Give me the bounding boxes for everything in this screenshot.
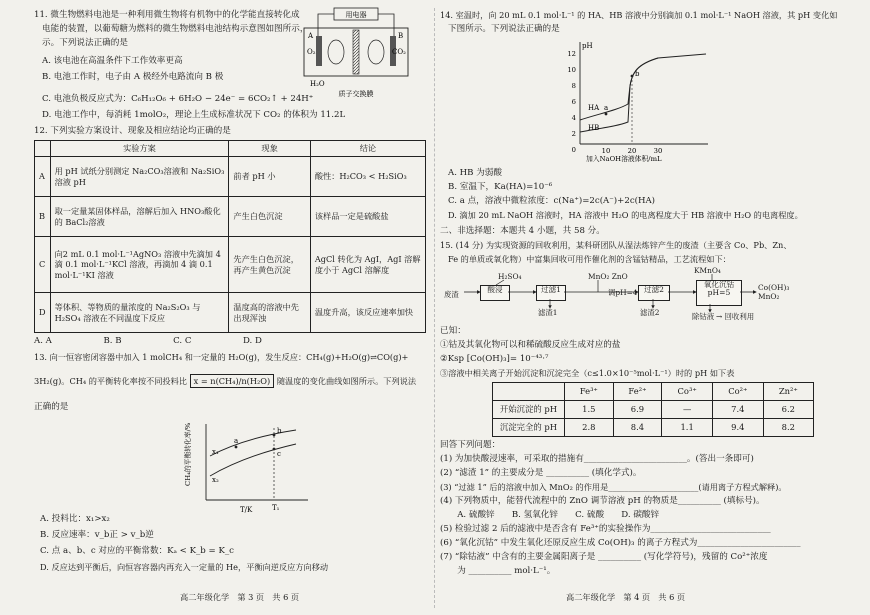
ion-header-zn2: Zn²⁺ (763, 383, 813, 401)
row-conclusion: 该样品一定是硫酸盐 (310, 197, 425, 237)
q14-b-label: b (635, 70, 640, 78)
q13-x-label: T/K (240, 506, 253, 514)
q13-point-c (273, 448, 276, 451)
q14-x-label: 加入NaOH溶液体积/mL (586, 155, 662, 162)
q13-stem-line3: 正确的是 (34, 402, 69, 412)
flow-adjust-ph: 调pH=4 (608, 288, 638, 297)
ion-cell: 1.5 (565, 401, 614, 419)
row-key: C (35, 237, 51, 293)
q14-option-b: B. 室温下，Ka(HA)=10⁻⁶ (448, 182, 553, 192)
q15-known-heading: 已知： (440, 326, 466, 336)
q14-titration-graph (558, 36, 728, 162)
q12-answer-options: A. A B. B C. C D. D (34, 336, 262, 346)
q14-curve-hb (580, 58, 658, 132)
ion-cell: 2.8 (565, 419, 614, 437)
q15-question-3: (3) “过滤 1” 后的溶液中加入 MnO₂ 的作用是______________________(请用离子方程式解释)。 (440, 482, 787, 492)
fuel-cell-diagram (296, 6, 416, 102)
q13-curve-x1 (210, 430, 296, 456)
q13-x2-label: x₂ (212, 476, 219, 484)
flow-feed: 废渣 (444, 290, 459, 299)
flow-kmno4: KMnO₄ (694, 266, 721, 275)
flow-oxidize-label: 氧化沉钴 (703, 280, 735, 289)
q14-ytick-8: 8 (571, 82, 576, 90)
q11-option-c: C. 电池负极反应式为：C₆H₁₂O₆ + 6H₂O − 24e⁻ = 6CO₂↑ + 24H⁺ (42, 94, 314, 104)
flow-residue2: 滤渣2 (640, 308, 660, 317)
q14-hb-label: HB (588, 124, 600, 132)
q14-point-a (605, 113, 608, 116)
q13-x1-label: x₁ (212, 448, 219, 456)
q12-header-blank (35, 141, 51, 157)
h2o-label: H₂O (310, 80, 325, 88)
flow-waste: 除钴液 (692, 312, 715, 321)
table-row (35, 197, 426, 237)
q13-option-d: D. 反应达到平衡后，向恒容容器内再充入一定量的 He，平衡向逆反应方向移动 (40, 562, 329, 572)
q13-ratio-expression: x = n(CH₄)/n(H₂O) (190, 374, 275, 388)
q15-known-1: ①钴及其氧化物可以和稀硫酸反应生成对应的盐 (440, 340, 621, 350)
membrane-label: 质子交换膜 (338, 90, 374, 98)
q14-option-a: A. HB 为弱酸 (448, 168, 502, 178)
ion-cell: 6.2 (763, 401, 813, 419)
q14-stem-line2: 下图所示。下列说法正确的是 (448, 24, 560, 34)
row-phenomenon: 先产生白色沉淀，再产生黄色沉淀 (229, 237, 310, 293)
section2-heading: 二、非选择题：本题共 4 小题，共 58 分。 (440, 226, 605, 236)
q14-ytick-6: 6 (571, 98, 576, 106)
q13-stem-part1: 3H₂(g)。CH₄ 的平衡转化率按不同投料比 (34, 376, 187, 386)
q15-question-5: (5) 检验过滤 2 后的滤液中是否含有 Fe³⁺的实验操作为____________________________ (440, 524, 771, 534)
q14-ytick-12: 12 (567, 50, 576, 58)
q15-question-2: (2) “滤渣 1” 的主要成分是 __________ (填化学式)。 (440, 468, 642, 478)
row-key: D (35, 293, 51, 333)
flow-step-filter1: 过滤1 (536, 285, 566, 301)
q14-origin-label: 0 (571, 146, 576, 154)
flow-product-mno2: MnO₂ (758, 292, 780, 301)
row-plan: 向2 mL 0.1 mol·L⁻¹AgNO₃ 溶液中先滴加 4 滴 0.1 mol·L⁻¹KCl 溶液，再滴加 4 滴 0.1 mol·L⁻¹KI 溶液 (50, 237, 229, 293)
q15-known-2: ②Ksp [Co(OH)₃]= 10⁻⁴³·⁷ (440, 354, 549, 364)
flow-step-acid-leach: 酸浸 (480, 285, 510, 301)
q14-ytick-4: 4 (571, 114, 576, 122)
q14-option-c: C. a 点，溶液中微粒浓度：c(Na⁺)=2c(A⁻)+2c(HA) (448, 196, 656, 206)
ion-header-fe3: Fe³⁺ (565, 383, 614, 401)
flow-arrows (440, 262, 860, 322)
q13-t1-label: T₁ (272, 504, 280, 512)
q14-y-ticks (567, 50, 576, 138)
table-row (35, 293, 426, 333)
ion-cell: 1.1 (662, 419, 713, 437)
table-row (493, 419, 814, 437)
row-plan: 等体积、等物质的量浓度的 Na₂S₂O₃ 与 H₂SO₄ 溶液在不同温度下反应 (50, 293, 229, 333)
q13-c-label: c (277, 450, 281, 458)
proton-membrane (353, 30, 359, 74)
q13-curve-x2 (210, 444, 296, 476)
ion-cell: 6.9 (613, 401, 662, 419)
co2-label: CO₂ (392, 48, 406, 56)
q14-a-label: a (604, 104, 609, 112)
row-phenomenon: 前者 pH 小 (229, 157, 310, 197)
row-plan: 取一定量某固体样品，溶解后加入 HNO₃酸化的 BaCl₂溶液 (50, 197, 229, 237)
row-phenomenon: 温度高的溶液中先出现浑浊 (229, 293, 310, 333)
q15-known-3: ③溶液中相关离子开始沉淀和沉淀完全（c≤1.0×10⁻⁵mol·L⁻¹）时的 pH 如下表 (440, 368, 735, 378)
q11-stem-line1: 11. 微生物燃料电池是一种利用微生物将有机物中的化学能直接转化成 (34, 10, 300, 20)
q15-stem-line1: 15. (14 分) 为实现资源的回收利用，某科研团队从湿法炼锌产生的废渣（主要含 Co、Pb、Zn、 (440, 240, 792, 250)
q15-question-7: (7) “除钴液” 中含有的主要金属阳离子是 __________ (写化学符号)，残留的 Co²⁺浓度 (440, 552, 768, 562)
q11-stem-line2: 电能的装置，以葡萄糖为燃料的微生物燃料电池结构示意图如图所示， (42, 24, 309, 34)
q13-stem-line1: 13. 向一恒容密闭容器中加入 1 molCH₄ 和一定量的 H₂O(g)，发生反应：CH₄(g)+H₂O(g)⇌CO(g)+ (34, 352, 409, 362)
q12-table (34, 140, 426, 333)
q14-xtick-20: 20 (627, 147, 637, 155)
table-row (493, 401, 814, 419)
table-row (35, 237, 426, 293)
q13-point-a (235, 446, 238, 449)
flow-mno2-zno: MnO₂ ZnO (588, 272, 628, 281)
q13-stem-line2 (34, 376, 416, 386)
o2-label: O₂ (307, 48, 316, 56)
q14-ytick-10: 10 (567, 66, 576, 74)
table-row (35, 157, 426, 197)
ion-cell: 9.4 (712, 419, 763, 437)
q14-ha-label: HA (588, 104, 600, 112)
page-divider (434, 8, 435, 608)
flow-step-filter2: 过滤2 (638, 285, 670, 301)
q13-a-label: a (234, 437, 239, 445)
row-phenomenon: 产生白色沉淀 (229, 197, 310, 237)
ion-row-label: 开始沉淀的 pH (493, 401, 565, 419)
ion-cell: — (662, 401, 713, 419)
right-page-footer: 高二年级化学 第 4 页 共 6 页 (566, 592, 686, 602)
q15-question-7-cont: 为 __________ mol·L⁻¹。 (440, 566, 556, 576)
ion-cell: 8.4 (613, 419, 662, 437)
left-page-footer: 高二年级化学 第 3 页 共 6 页 (180, 592, 300, 602)
flow-residue1: 滤渣1 (538, 308, 558, 317)
q14-y-label: pH (582, 42, 593, 50)
q13-point-b (273, 434, 276, 437)
row-key: A (35, 157, 51, 197)
q13-y-label: CH₄的平衡转化率/% (184, 422, 192, 486)
q14-point-b (631, 75, 634, 78)
ion-cell: 8.2 (763, 419, 813, 437)
q13-conversion-graph (184, 416, 316, 516)
row-conclusion: 温度升高，该反应速率加快 (310, 293, 425, 333)
q14-option-d: D. 滴加 20 mL NaOH 溶液时，HA 溶液中 H₂O 的电离程度大于 HB 溶液中 H₂O 的电离程度。 (448, 210, 803, 220)
q15-question-6: (6) “氧化沉钴” 中发生氧化还原反应生成 Co(OH)₃ 的离子方程式为________________________ (440, 538, 801, 548)
ion-header-blank (493, 383, 565, 401)
q13-b-label: b (277, 427, 282, 435)
flow-h2so4: H₂SO₄ (498, 272, 522, 281)
q14-xtick-10: 10 (601, 147, 611, 155)
q12-header-plan: 实验方案 (50, 141, 229, 157)
pole-b-label: B (398, 32, 404, 40)
q15-question-4: (4) 下列物质中，能替代流程中的 ZnO 调节溶液 pH 的物质是__________ (填标号)。 (440, 496, 765, 506)
electrode-a (316, 36, 322, 66)
q14-x-ticks (602, 147, 663, 155)
q15-question-4-options: A. 硫酸锌 B. 氢氧化锌 C. 硫酸 D. 碳酸锌 (440, 510, 660, 520)
q14-xtick-30: 30 (653, 147, 663, 155)
q12-stem: 12. 下列实验方案设计、现象及相应结论均正确的是 (34, 126, 231, 136)
q11-stem-line3: 示。下列说法正确的是 (42, 38, 128, 48)
q11-option-d: D. 电池工作中，每消耗 1molO₂，理论上生成标准状况下 CO₂ 的体积为 11.2L (42, 110, 346, 120)
flow-oxidize-ph: pH=5 (707, 288, 731, 298)
q14-stem-line1: 14. 室温时，向 20 mL 0.1 mol·L⁻¹ 的 HA、HB 溶液中分别滴加 0.1 mol·L⁻¹ NaOH 溶液，其 pH 变化如 (440, 10, 838, 20)
ion-row-label: 沉淀完全的 pH (493, 419, 565, 437)
q15-stem-line2: Fe 的单质或氧化物）中富集回收可用作催化剂的含锰钴精品，工艺流程如下： (448, 254, 731, 264)
ion-ph-table (492, 382, 814, 437)
appliance-label: 用电器 (345, 11, 367, 19)
pole-a-label: A (308, 32, 314, 40)
q12-header-phenomenon: 现象 (229, 141, 310, 157)
ion-header-co2: Co²⁺ (712, 383, 763, 401)
q13-option-a: A. 投料比：x₁>x₂ (40, 514, 110, 524)
q14-ytick-2: 2 (571, 130, 576, 138)
row-plan: 用 pH 试纸分别测定 Na₂CO₃溶液和 Na₂SiO₃溶液 pH (50, 157, 229, 197)
ion-header-fe2: Fe²⁺ (613, 383, 662, 401)
row-conclusion: AgCl 转化为 AgI，AgI 溶解度小于 AgCl 溶解度 (310, 237, 425, 293)
q15-question-1: (1) 为加快酸浸速率，可采取的措施有________________________。(答出一条即可) (440, 454, 754, 464)
flow-product-cooh3: Co(OH)₃ (758, 283, 790, 292)
q11-option-a: A. 该电池在高温条件下工作效率更高 (42, 56, 183, 66)
ion-cell: 7.4 (712, 401, 763, 419)
q15-question-intro: 回答下列问题： (440, 440, 501, 450)
q11-option-b: B. 电池工作时，电子由 A 极经外电路流向 B 极 (42, 72, 224, 82)
q13-stem-part2: 随温度的变化曲线如图所示。下列说法 (276, 376, 417, 386)
q13-option-b: B. 反应速率：v_b正 > v_b逆 (40, 530, 154, 540)
q13-option-c: C. 点 a、b、c 对应的平衡常数：Kₐ < K_b = K_c (40, 546, 234, 556)
row-conclusion: 酸性：H₂CO₃ < H₂SiO₃ (310, 157, 425, 197)
flow-recycle: → 回收利用 (716, 312, 755, 321)
row-key: B (35, 197, 51, 237)
q12-header-conclusion: 结论 (310, 141, 425, 157)
ion-header-co3: Co³⁺ (662, 383, 713, 401)
